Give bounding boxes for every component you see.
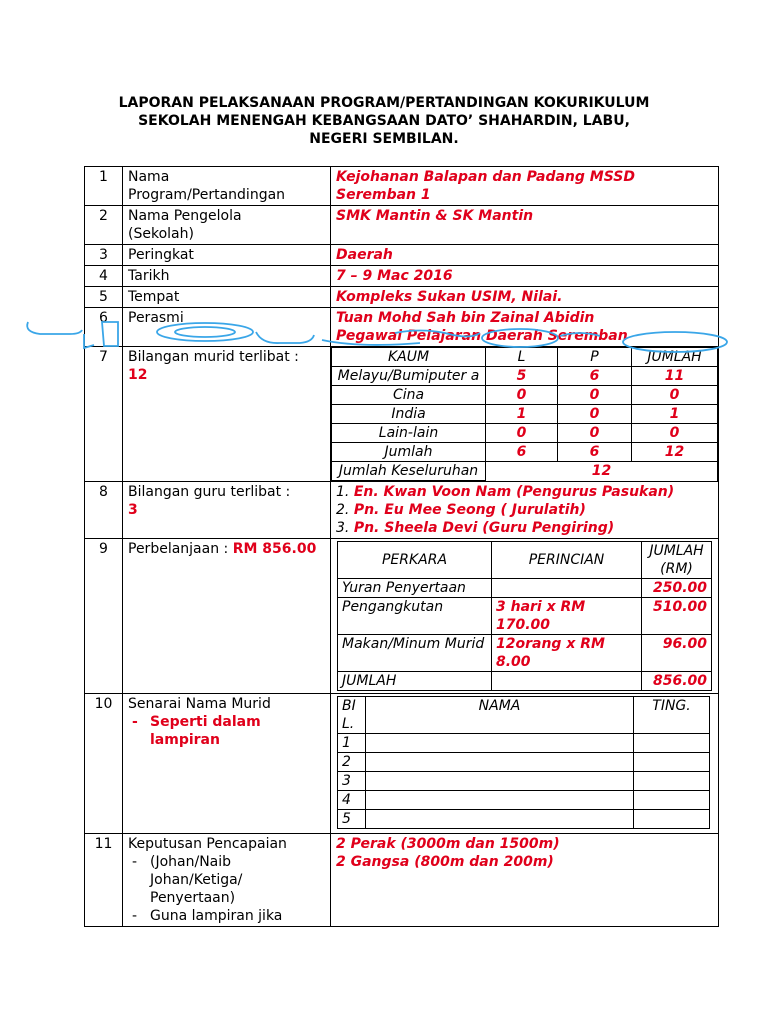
row-1 [85, 167, 719, 206]
row-label [123, 347, 331, 482]
teacher-item [336, 501, 713, 519]
perkara-cell: Pengangkutan [338, 598, 492, 635]
ting-cell [634, 753, 710, 772]
expense-header [338, 542, 712, 579]
ethnicity-row [332, 386, 718, 405]
expense-table-cell [331, 539, 719, 694]
student-count: 12 [128, 367, 148, 383]
student-table [337, 696, 710, 829]
sub-list [128, 853, 325, 925]
row-6 [85, 308, 719, 347]
ethnicity-header [332, 348, 718, 367]
nama-cell [366, 810, 634, 829]
row-label [123, 206, 331, 245]
l-cell: 0 [486, 424, 558, 443]
venue-value: Kompleks Sukan USIM, Nilai. [331, 287, 719, 308]
ethnicity-row [332, 443, 718, 462]
label-line: Bilangan murid terlibat : [128, 349, 299, 365]
header-jumlah: JUMLAH [632, 348, 718, 367]
jumlah-cell: 250.00 [642, 579, 712, 598]
student-header [338, 697, 710, 734]
row-4 [85, 266, 719, 287]
teacher-name: Pn. Eu Mee Seong ( Jurulatih) [353, 502, 586, 518]
nama-cell [366, 772, 634, 791]
header-jumlah: JUMLAH (RM) [642, 542, 712, 579]
total-value: 856.00 [642, 672, 712, 691]
row-10 [85, 694, 719, 834]
row-label: Peringkat [123, 245, 331, 266]
ethnicity-row [332, 405, 718, 424]
kaum-cell: Cina [332, 386, 486, 405]
perincian-cell: 3 hari x RM 170.00 [492, 598, 642, 635]
achievement-value [331, 834, 719, 927]
l-cell: 0 [486, 386, 558, 405]
header-perincian: PERINCIAN [492, 542, 642, 579]
sub-item: - Guna lampiran jika [128, 907, 325, 925]
p-cell: 6 [558, 367, 632, 386]
row-number: 9 [85, 539, 123, 694]
perkara-cell: Yuran Penyertaan [338, 579, 492, 598]
row-number: 4 [85, 266, 123, 287]
row-number: 11 [85, 834, 123, 927]
expense-row [338, 635, 712, 672]
value-line: 2 Gangsa (800m dan 200m) [336, 854, 554, 870]
bil-cell: 5 [338, 810, 366, 829]
row-number: 6 [85, 308, 123, 347]
ethnicity-row [332, 424, 718, 443]
note-list [128, 713, 325, 749]
row-9 [85, 539, 719, 694]
perkara-cell: Makan/Minum Murid [338, 635, 492, 672]
jumlah-cell: 96.00 [642, 635, 712, 672]
bil-cell: 2 [338, 753, 366, 772]
l-cell: 1 [486, 405, 558, 424]
jumlah-cell: 0 [632, 424, 718, 443]
expense-total-row [338, 672, 712, 691]
student-row [338, 810, 710, 829]
ethnicity-row [332, 367, 718, 386]
keseluruhan-label: Jumlah Keseluruhan [332, 462, 486, 481]
row-number: 5 [85, 287, 123, 308]
row-3 [85, 245, 719, 266]
row-number: 7 [85, 347, 123, 482]
label-line: Keputusan Pencapaian [128, 836, 287, 852]
row-2 [85, 206, 719, 245]
p-cell: 0 [558, 424, 632, 443]
title-line-2: SEKOLAH MENENGAH KEBANGSAAN DATO’ SHAHARDIN, LABU, [138, 113, 630, 129]
bil-cell: 3 [338, 772, 366, 791]
level-value: Daerah [331, 245, 719, 266]
expense-amount: RM 856.00 [232, 541, 317, 557]
total-label: JUMLAH [338, 672, 492, 691]
student-row [338, 753, 710, 772]
row-5 [85, 287, 719, 308]
header-l: L [486, 348, 558, 367]
teacher-name: En. Kwan Voon Nam (Pengurus Pasukan) [353, 484, 675, 500]
row-label [123, 694, 331, 834]
l-cell: 5 [486, 367, 558, 386]
bil-cell: 1 [338, 734, 366, 753]
kaum-cell: Lain-lain [332, 424, 486, 443]
label-line: Perbelanjaan : [128, 541, 229, 557]
student-table-cell [331, 694, 719, 834]
total-spacer [492, 672, 642, 691]
ethnicity-table [331, 347, 718, 481]
label-line: Nama [128, 169, 170, 185]
row-label [123, 834, 331, 927]
sub-item: - (Johan/Naib Johan/Ketiga/ Penyertaan) [128, 853, 325, 907]
kaum-cell: Jumlah [332, 443, 486, 462]
value-line: Seremban 1 [336, 187, 431, 203]
value-line: Pegawai Pelajaran Daerah Seremban [336, 328, 628, 344]
expense-row [338, 579, 712, 598]
kaum-cell: Melayu/Bumiputer a [332, 367, 486, 386]
label-line: Senarai Nama Murid [128, 696, 271, 712]
row-label [123, 482, 331, 539]
ethnicity-table-cell [331, 347, 719, 482]
row-number: 8 [85, 482, 123, 539]
value-line: Kejohanan Balapan dan Padang MSSD [336, 169, 636, 185]
document-title [0, 94, 768, 148]
header-kaum: KAUM [332, 348, 486, 367]
title-line-1: LAPORAN PELAKSANAAN PROGRAM/PERTANDINGAN KOKURIKULUM [118, 95, 650, 111]
row-11 [85, 834, 719, 927]
value-line: Tuan Mohd Sah bin Zainal Abidin [336, 310, 595, 326]
bil-cell: 4 [338, 791, 366, 810]
row-number: 2 [85, 206, 123, 245]
row-label: Perasmi [123, 308, 331, 347]
teacher-number: 1. [336, 484, 350, 500]
l-cell: 6 [486, 443, 558, 462]
teacher-count: 3 [128, 502, 138, 518]
p-cell: 0 [558, 405, 632, 424]
kaum-cell: India [332, 405, 486, 424]
nama-cell [366, 791, 634, 810]
row-label: Tarikh [123, 266, 331, 287]
p-cell: 0 [558, 386, 632, 405]
row-label [123, 167, 331, 206]
row-label: Tempat [123, 287, 331, 308]
date-value: 7 – 9 Mac 2016 [331, 266, 719, 287]
header-p: P [558, 348, 632, 367]
row-8 [85, 482, 719, 539]
ting-cell [634, 772, 710, 791]
teacher-list [331, 482, 719, 539]
header-ting: TING. [634, 697, 710, 734]
row-number: 1 [85, 167, 123, 206]
ethnicity-total-row [332, 462, 718, 481]
ting-cell [634, 810, 710, 829]
label-line: (Sekolah) [128, 226, 194, 242]
expense-table [337, 541, 712, 691]
teacher-number: 2. [336, 502, 350, 518]
report-table [84, 166, 719, 927]
p-cell: 6 [558, 443, 632, 462]
row-number: 10 [85, 694, 123, 834]
label-line: Bilangan guru terlibat : [128, 484, 291, 500]
expense-row [338, 598, 712, 635]
program-name [331, 167, 719, 206]
student-row [338, 772, 710, 791]
nama-cell [366, 753, 634, 772]
label-line: Program/Pertandingan [128, 187, 286, 203]
row-number: 3 [85, 245, 123, 266]
label-line: Nama Pengelola [128, 208, 242, 224]
jumlah-cell: 1 [632, 405, 718, 424]
keseluruhan-value: 12 [486, 462, 718, 481]
teacher-name: Pn. Sheela Devi (Guru Pengiring) [353, 520, 615, 536]
note-item: - Seperti dalam lampiran [128, 713, 325, 749]
nama-cell [366, 734, 634, 753]
jumlah-cell: 11 [632, 367, 718, 386]
perincian-cell [492, 579, 642, 598]
row-7 [85, 347, 719, 482]
organizer-value: SMK Mantin & SK Mantin [331, 206, 719, 245]
header-perkara: PERKARA [338, 542, 492, 579]
officiator-value [331, 308, 719, 347]
teacher-item [336, 483, 713, 501]
student-row [338, 734, 710, 753]
jumlah-cell: 0 [632, 386, 718, 405]
teacher-number: 3. [336, 520, 350, 536]
jumlah-cell: 12 [632, 443, 718, 462]
value-line: 2 Perak (3000m dan 1500m) [336, 836, 560, 852]
ting-cell [634, 791, 710, 810]
teacher-item [336, 519, 713, 537]
perincian-cell: 12orang x RM 8.00 [492, 635, 642, 672]
row-label [123, 539, 331, 694]
header-nama: NAMA [366, 697, 634, 734]
ting-cell [634, 734, 710, 753]
jumlah-cell: 510.00 [642, 598, 712, 635]
student-row [338, 791, 710, 810]
header-bil: BI L. [338, 697, 366, 734]
title-line-3: NEGERI SEMBILAN. [309, 131, 459, 147]
